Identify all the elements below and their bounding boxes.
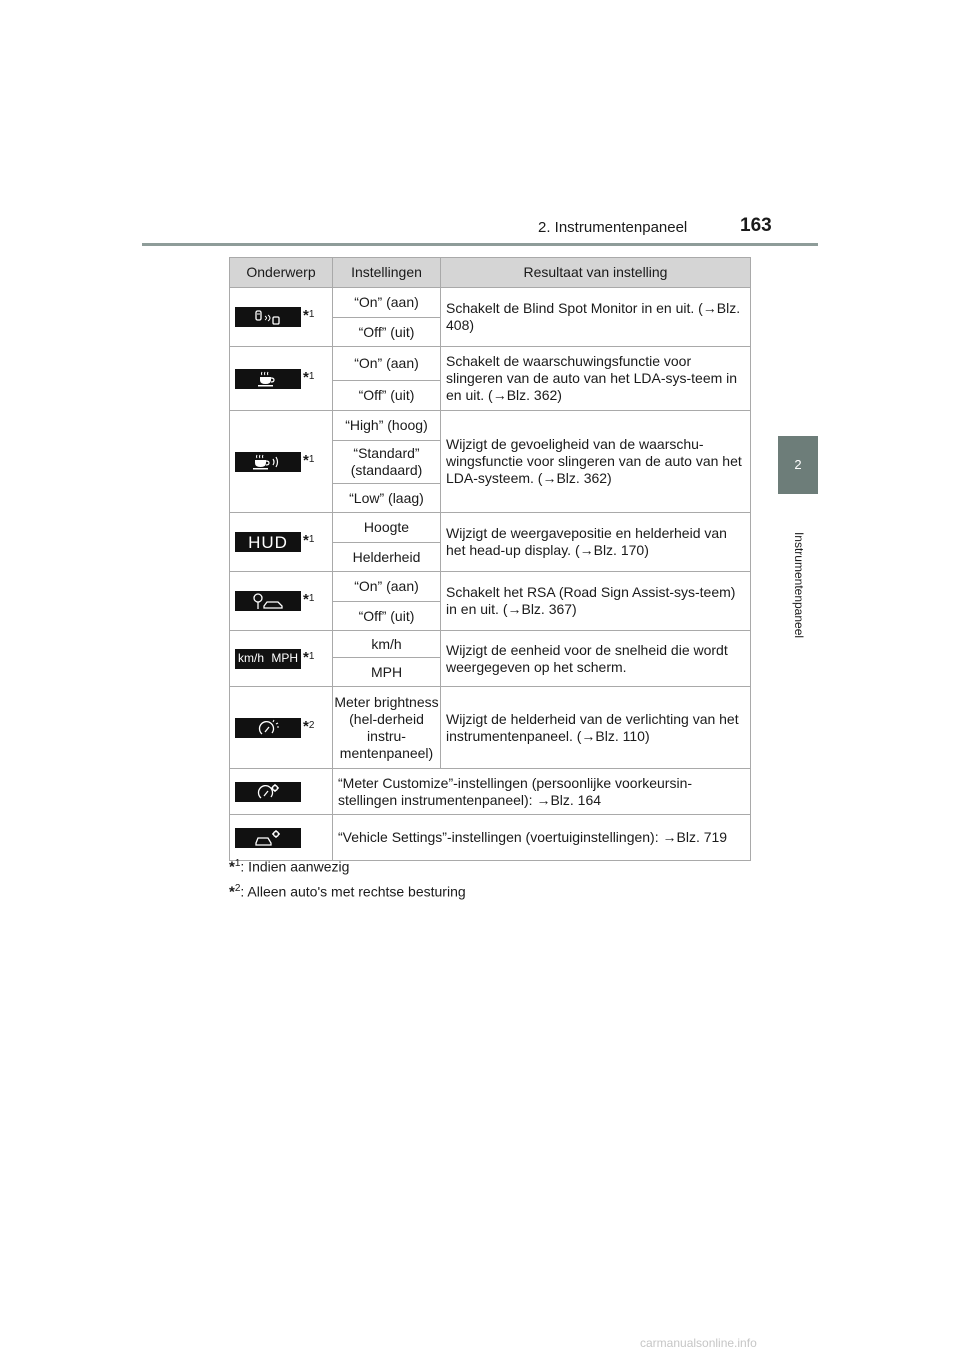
subject-cell [230,288,333,347]
road-sign-assist-icon [235,591,301,611]
meter-brightness-icon [235,718,301,738]
meter-customize-icon [235,782,301,802]
footnote-mark: *$^2$ [303,717,315,735]
chapter-side-label: Instrumentenpaneel [792,531,806,639]
chapter-tab: 2 [778,436,818,494]
setting-option: “Standard” (standaard) [333,441,441,484]
setting-option: “Off” (uit) [333,318,441,347]
setting-option: “Low” (laag) [333,484,441,513]
setting-option: “On” (aan) [333,288,441,318]
footnote-mark: *$^1$ [303,306,315,324]
subject-cell [230,687,333,769]
setting-link-text: “Vehicle Settings”-instellingen (voertuiginstellingen): →Blz. 719 [333,815,751,861]
table-row [230,347,751,381]
page-header [0,0,960,250]
footnote-mark: *$^1$ [303,368,315,386]
setting-result: Schakelt de Blind Spot Monitor in en uit. (→Blz. 408) [441,288,751,347]
column-header: Onderwerp [230,258,333,288]
settings-table [229,257,751,861]
footnote-mark: *$^1$ [303,531,315,549]
setting-result: Schakelt de waarschuwingsfunctie voor slingeren van de auto van het LDA-sys-teem in en uit. (→Blz. 362) [441,347,751,411]
setting-option: “On” (aan) [333,347,441,381]
column-header: Resultaat van instelling [441,258,751,288]
subject-cell [230,347,333,411]
setting-option: “High” (hoog) [333,411,441,441]
setting-option: km/h [333,631,441,658]
setting-option: Hoogte [333,513,441,543]
subject-cell [230,513,333,572]
footnote: *$^2$: Alleen auto's met rechtse besturing [229,883,466,901]
setting-result: Wijzigt de eenheid voor de snelheid die wordt weergegeven op het scherm. [441,631,751,687]
subject-cell [230,815,333,861]
setting-result: Wijzigt de helderheid van de verlichting van het instrumentenpaneel. (→Blz. 110) [441,687,751,769]
table-row [230,769,751,815]
subject-cell [230,631,333,687]
footnote-mark: *$^1$ [303,451,315,469]
vehicle-settings-icon [235,828,301,848]
footnote: *$^1$: Indien aanwezig [229,858,350,876]
subject-cell [230,572,333,631]
hud-icon: HUD [235,532,301,552]
watermark-url: carmanualsonline.info [640,1336,757,1350]
setting-option: Helderheid [333,543,441,572]
subject-cell [230,411,333,513]
blind-spot-monitor-icon [235,307,301,327]
subject-cell [230,769,333,815]
setting-result: Wijzigt de weergavepositie en helderheid van het head-up display. (→Blz. 170) [441,513,751,572]
footnote-mark: *$^1$ [303,590,315,608]
setting-option: “Off” (uit) [333,381,441,411]
table-row [230,687,751,769]
coffee-cup-icon [235,369,301,389]
column-header: Instellingen [333,258,441,288]
setting-link-text: “Meter Customize”-instellingen (persoonlijke voorkeursin-stellingen instrumentenpaneel): →Blz. 164 [333,769,751,815]
table-row [230,815,751,861]
footnote-mark: *$^1$ [303,648,315,666]
table-row [230,411,751,441]
section-title: 2. Instrumentenpaneel [538,219,688,236]
coffee-cup-sensitivity-icon [235,452,301,472]
setting-option: MPH [333,658,441,687]
table-row [230,631,751,658]
header-rule [142,243,818,246]
page-number: 163 [740,215,772,236]
setting-option: Meter brightness (hel-derheid instru-mentenpaneel) [333,687,441,769]
setting-result: Wijzigt de gevoeligheid van de waarschu-wingsfunctie voor slingeren van de auto van het LDA-systeem. (→Blz. 362) [441,411,751,513]
table-row [230,572,751,602]
table-row [230,288,751,318]
setting-option: “On” (aan) [333,572,441,602]
table-header-row [230,258,751,288]
setting-result: Schakelt het RSA (Road Sign Assist-sys-teem) in en uit. (→Blz. 367) [441,572,751,631]
setting-option: “Off” (uit) [333,602,441,631]
table-row [230,513,751,543]
speed-unit-icon: km/h MPH [235,649,301,669]
